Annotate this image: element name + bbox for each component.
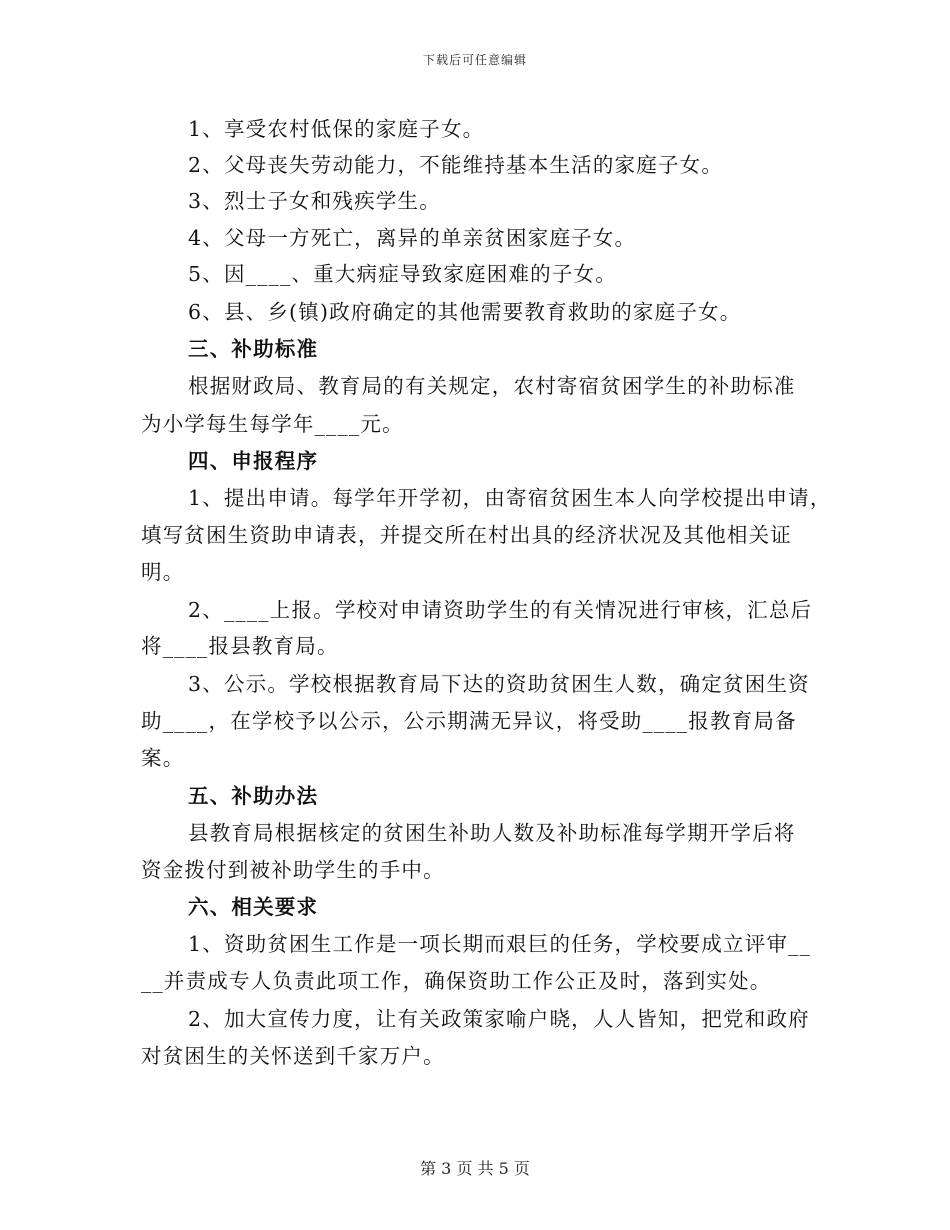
paragraph-line: __并责成专人负责此项工作，确保资助工作公正及时，落到实处。 bbox=[141, 969, 772, 993]
list-item-2: 2、父母丧失劳动能力，不能维持基本生活的家庭子女。 bbox=[188, 153, 724, 177]
paragraph-line: 案。 bbox=[141, 746, 185, 770]
list-item-5: 5、因____、重大病症导致家庭困难的子女。 bbox=[188, 262, 617, 286]
section-heading-4: 四、申报程序 bbox=[188, 449, 319, 473]
paragraph-line: 3、公示。学校根据教育局下达的资助贫困生人数，确定贫困生资 bbox=[188, 672, 810, 696]
paragraph-line: 1、提出申请。每学年开学初，由寄宿贫困生本人向学校提出申请， bbox=[188, 486, 832, 510]
section-heading-5: 五、补助办法 bbox=[188, 784, 319, 808]
paragraph-line: 助____，在学校予以公示，公示期满无异议，将受助____报教育局备 bbox=[141, 709, 797, 733]
list-item-6: 6、县、乡(镇)政府确定的其他需要教育救助的家庭子女。 bbox=[188, 300, 742, 324]
list-item-4: 4、父母一方死亡，离异的单亲贫困家庭子女。 bbox=[188, 226, 637, 250]
paragraph-line: 为小学每生每学年____元。 bbox=[141, 412, 404, 436]
paragraph-line: 2、____上报。学校对申请资助学生的有关情况进行审核，汇总后 bbox=[188, 598, 813, 622]
page-number: 第 3 页 共 5 页 bbox=[420, 1159, 530, 1178]
paragraph-line: 资金拨付到被补助学生的手中。 bbox=[141, 858, 445, 882]
page-header: 下载后可任意编辑 bbox=[422, 53, 527, 67]
section-heading-3: 三、补助标准 bbox=[188, 337, 319, 361]
paragraph-line: 明。 bbox=[141, 560, 185, 584]
list-item-3: 3、烈士子女和残疾学生。 bbox=[188, 189, 441, 213]
section-heading-6: 六、相关要求 bbox=[188, 895, 319, 919]
paragraph-line: 1、资助贫困生工作是一项长期而艰巨的任务，学校要成立评审__ bbox=[188, 932, 812, 956]
paragraph-line: 对贫困生的关怀送到千家万户。 bbox=[141, 1044, 445, 1068]
paragraph-line: 填写贫困生资助申请表，并提交所在村出具的经济状况及其他相关证 bbox=[141, 523, 792, 547]
paragraph-line: 根据财政局、教育局的有关规定，农村寄宿贫困学生的补助标准 bbox=[188, 374, 796, 398]
paragraph-line: 2、加大宣传力度，让有关政策家喻户晓，人人皆知，把党和政府 bbox=[188, 1007, 810, 1031]
list-item-1: 1、享受农村低保的家庭子女。 bbox=[188, 117, 485, 141]
paragraph-line: 将____报县教育局。 bbox=[141, 634, 339, 658]
paragraph-line: 县教育局根据核定的贫困生补助人数及补助标准每学期开学后将 bbox=[188, 821, 796, 845]
